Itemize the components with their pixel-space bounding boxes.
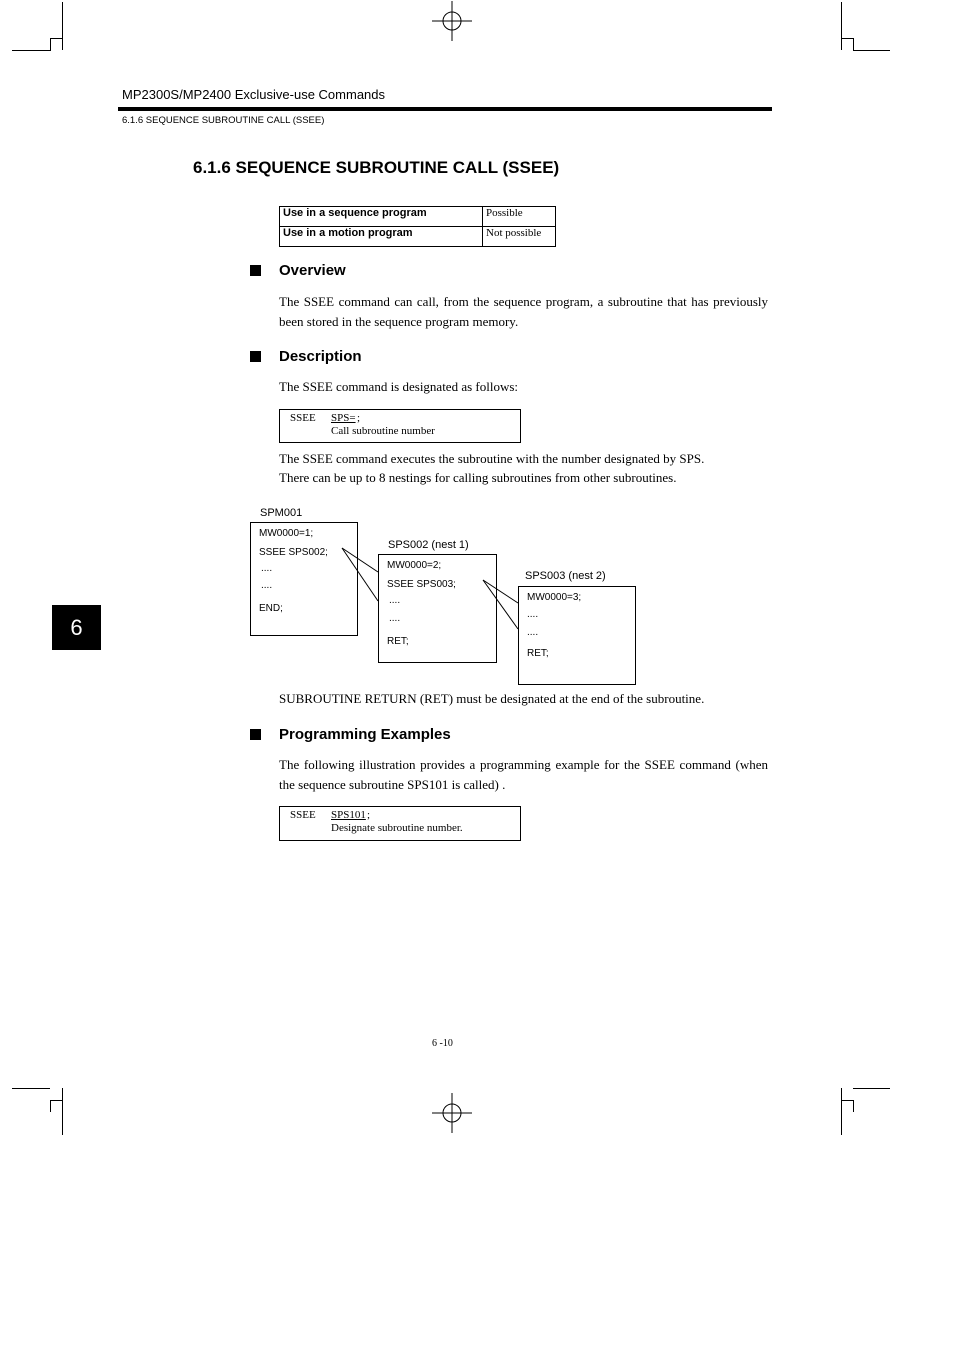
syntax-note: Designate subroutine number. [331,822,463,834]
usage-value: Not possible [483,227,556,247]
syntax-argument: SPS101 [331,809,366,821]
code-line: END; [259,603,283,614]
code-line: RET; [527,648,549,659]
code-line: .... [389,595,401,606]
page-number: 6 -10 [432,1038,453,1049]
square-bullet-icon [250,729,261,740]
usage-label: Use in a sequence program [280,207,483,227]
syntax-note: Call subroutine number [331,425,435,437]
return-note: SUBROUTINE RETURN (RET) must be designated at the end of the subroutine. [279,691,705,706]
programming-text: The following illustration provides a programming example for the SSEE command (when the sequence subroutine SPS101 is called) . [279,757,768,792]
running-header-subtitle: 6.1.6 SEQUENCE SUBROUTINE CALL (SSEE) [122,115,325,126]
code-line: .... [261,580,273,591]
description-heading: Description [279,348,362,365]
diagram-box-label: SPS003 (nest 2) [525,570,606,582]
diagram-box-label: SPM001 [260,507,303,519]
syntax-terminator: ; [357,412,361,424]
usage-label: Use in a motion program [280,227,483,247]
code-line: .... [527,627,539,638]
overview-text: The SSEE command can call, from the sequence program, a subroutine that has previously been stored in the sequence program memory. [279,294,768,329]
syntax-keyword: SSEE [290,412,316,424]
description-line-2: There can be up to 8 nestings for calling subroutines from other subroutines. [279,470,677,485]
chapter-tab: 6 [52,605,101,650]
code-line: .... [389,613,401,624]
example-syntax-box [279,806,521,841]
syntax-keyword: SSEE [290,809,316,821]
code-line: SSEE SPS002; [259,547,328,558]
code-line: .... [527,609,539,620]
running-header-title: MP2300S/MP2400 Exclusive-use Commands [122,87,386,102]
diagram-box-label: SPS002 (nest 1) [388,539,469,551]
description-line-1: The SSEE command executes the subroutine with the number designated by SPS. [279,451,705,466]
section-title: 6.1.6 SEQUENCE SUBROUTINE CALL (SSEE) [193,158,560,177]
code-line: SSEE SPS003; [387,579,456,590]
code-line: .... [261,563,273,574]
programming-heading: Programming Examples [279,726,451,743]
code-line: RET; [387,636,409,647]
usage-value: Possible [483,207,556,227]
code-line: MW0000=3; [527,592,582,603]
description-intro: The SSEE command is designated as follows: [279,379,519,394]
code-line: MW0000=2; [387,560,442,571]
overview-heading: Overview [279,262,346,279]
syntax-terminator: ; [367,809,371,821]
code-line: MW0000=1; [259,528,314,539]
syntax-argument: SPS= [331,412,356,424]
